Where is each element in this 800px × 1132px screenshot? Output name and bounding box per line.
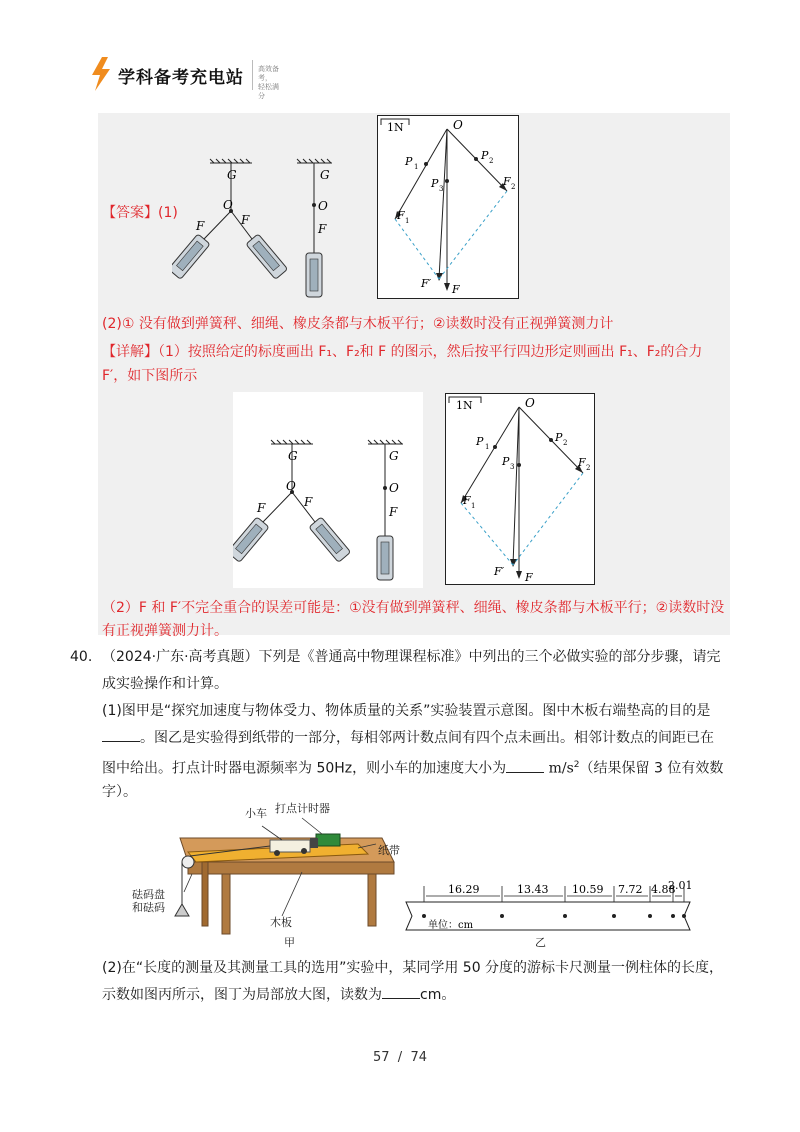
svg-text:1: 1 [414,163,419,171]
tape-distance-4: 7.72 [618,883,643,896]
svg-text:P: P [405,155,413,168]
svg-text:P: P [476,435,484,448]
part1-line2: 。图乙是实验得到纸带的一部分，每相邻两计数点间有四个点未画出。相邻计数点的间距已在 [102,724,714,752]
svg-text:F: F [463,494,471,507]
svg-text:1: 1 [471,502,476,510]
svg-text:2: 2 [489,157,494,165]
svg-text:F: F [578,456,586,469]
svg-text:2: 2 [586,464,591,472]
conclusion-line1: （2）F 和 F′不完全重合的误差可能是：①没有做到弹簧秤、细绳、橡皮条都与木板平行；②读数时没 [102,600,725,616]
answer-blank-2[interactable] [506,760,544,773]
page-number: 57 / 74 [373,1050,427,1065]
brand-name: 学科备考充电站 [118,68,244,88]
tape-distance-3: 10.59 [572,883,604,896]
svg-text:P: P [431,177,439,190]
svg-text:1: 1 [485,443,490,451]
svg-text:O: O [318,199,328,213]
svg-text:F: F [304,495,313,509]
svg-text:O: O [286,479,296,493]
tape-distance-1: 16.29 [448,883,480,896]
svg-text:F: F [397,209,405,222]
answer-figure-setup [172,113,362,303]
svg-text:O: O [389,481,399,495]
detail-line1: 【详解】（1）按照给定的标度画出 F₁、F₂和 F 的图示，然后按平行四边形定则画出 F₁、F₂的合力 [102,344,703,360]
lightning-bolt-icon [90,57,112,91]
svg-text:G: G [227,168,237,182]
svg-text:F: F [503,175,511,188]
svg-text:F: F [525,571,533,584]
detail-figure-vectors [445,393,595,585]
svg-text:G: G [288,449,298,463]
tape-distance-2: 13.43 [517,883,549,896]
caption-yi: 乙 [535,936,546,949]
svg-text:3: 3 [439,185,444,193]
question-number: 40. [70,649,93,665]
conclusion-line2: 有正视弹簧测力计。 [102,623,228,639]
brand-divider [252,60,253,90]
svg-text:3: 3 [510,463,515,471]
part1-line3: 图中给出。打点计时器电源频率为 50Hz，则小车的加速度大小为 $m/s^2$（结果保留 3 位有效数 [102,760,724,777]
svg-text:O: O [525,396,535,410]
part2-line2: 示数如图丙所示，图丁为局部放大图，读数为 cm。 [102,987,456,1003]
label-timer: 打点计时器 [275,802,330,815]
svg-text:F: F [241,213,250,227]
detail-label: 【详解】 [102,344,158,360]
answer-blank-1[interactable] [102,729,140,742]
label-weights: 砝码盘 和砝码 [132,888,165,914]
tape-distance-6: 2.01 [668,879,693,892]
caption-jia: 甲 [284,936,295,949]
svg-text:1N: 1N [387,121,404,134]
part1-line4: 字）。 [102,784,137,800]
answer-blank-3[interactable] [382,986,420,999]
svg-text:1: 1 [405,217,410,225]
answer-part2: (2)① 没有做到弹簧秤、细绳、橡皮条都与木板平行；②读数时没有正视弹簧测力计 [102,316,614,332]
svg-text:1N: 1N [456,399,473,412]
svg-text:2: 2 [563,439,568,447]
svg-text:F: F [196,219,205,233]
svg-text:G: G [389,449,399,463]
svg-text:F: F [452,283,460,296]
page-header [82,55,282,100]
svg-text:2: 2 [511,183,516,191]
question-line1: （2024·广东·高考真题）下列是《普通高中物理课程标准》中列出的三个必做实验的部分步骤，请完 [102,649,721,665]
svg-text:G: G [320,168,330,182]
answer-label: 【答案】(1) [102,205,178,221]
svg-text:O: O [453,118,463,132]
label-board: 木板 [270,916,292,929]
brand-slogan: 高效备考， 轻松满分 [258,65,279,100]
label-cart: 小车 [245,807,267,820]
label-tape: 纸带 [378,844,400,857]
part1-line1: (1)图甲是“探究加速度与物体受力、物体质量的关系”实验装置示意图。图中木板右端垫高的目的是 [102,703,711,719]
apparatus-figure [132,800,402,950]
tape-distance-5: 4.88 [651,883,676,896]
svg-text:P: P [481,149,489,162]
answer-figure-vectors [377,115,519,299]
detail-line2: F′，如下图所示 [102,368,198,384]
svg-text:F: F [389,505,398,519]
svg-text:P: P [502,455,510,468]
tape-unit: 单位：cm [428,920,474,931]
svg-text:F′: F′ [494,565,505,578]
question-line2: 成实验操作和计算。 [102,676,228,692]
svg-text:F: F [257,501,266,515]
part2-line1: (2)在“长度的测量及其测量工具的选用”实验中，某同学用 50 分度的游标卡尺测量一例柱体的长度， [102,960,724,976]
svg-text:F′: F′ [421,277,432,290]
detail-figure-setup [233,392,423,588]
svg-text:O: O [223,198,233,212]
svg-text:F: F [318,222,327,236]
svg-text:P: P [555,431,563,444]
tape-figure [398,878,698,938]
